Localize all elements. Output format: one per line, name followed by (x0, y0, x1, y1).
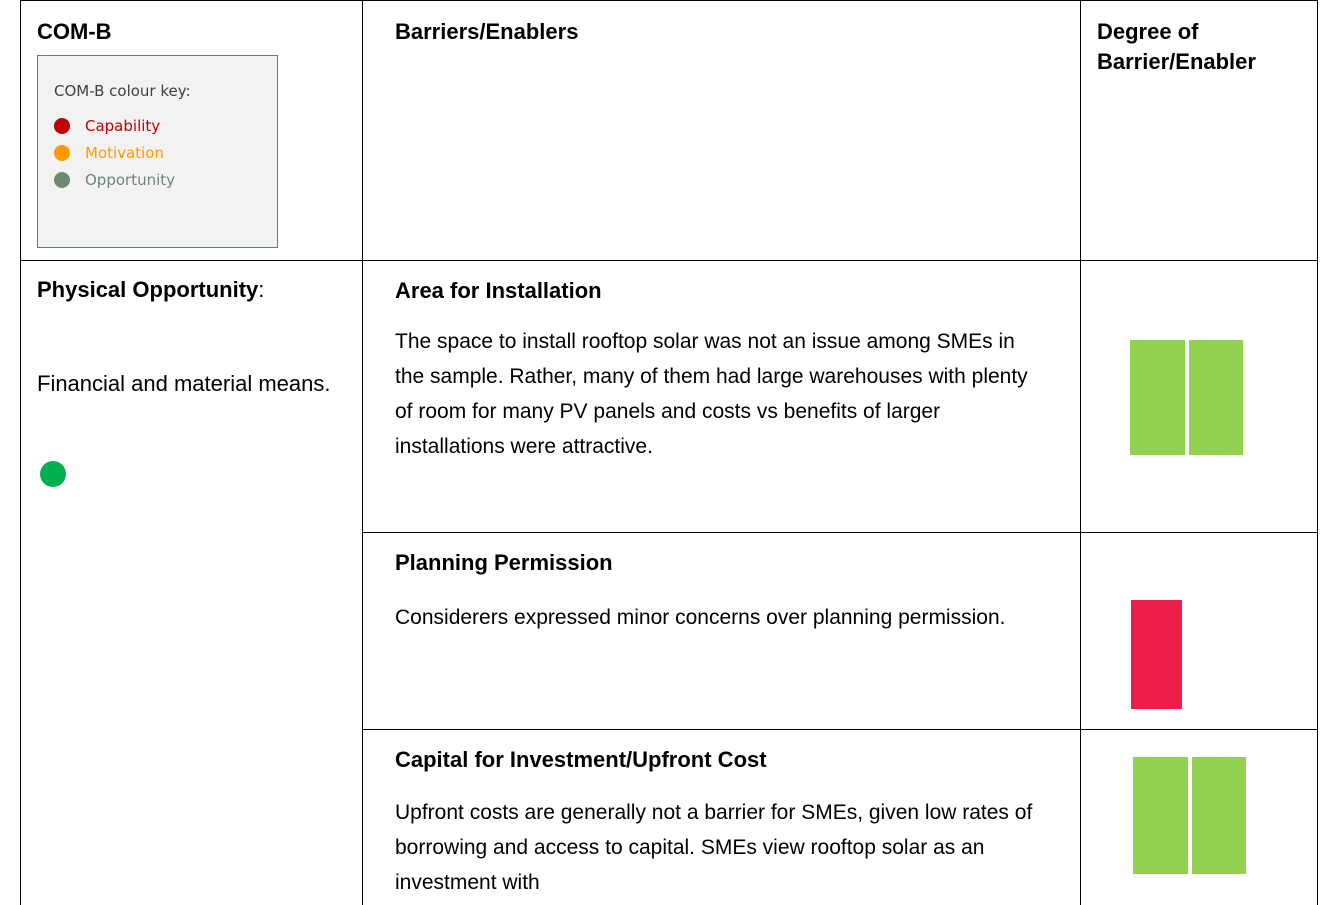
key-label-capability: Capability (85, 117, 161, 135)
section-title-area-for-installation: Area for Installation (395, 278, 602, 303)
physical-opportunity-dot-icon (40, 461, 66, 487)
motivation-dot-icon (54, 145, 70, 161)
section-body-planning-permission: Considerers expressed minor concerns over planning permission. (395, 606, 1006, 629)
barrier-bar-icon (1131, 600, 1182, 709)
enabler-bar-icon (1133, 757, 1188, 874)
table-border-right (1317, 0, 1318, 905)
enabler-bar-icon (1130, 340, 1185, 455)
key-label-motivation: Motivation (85, 144, 164, 162)
colour-key-title: COM-B colour key: (54, 82, 191, 100)
header-barriers-enablers: Barriers/Enablers (395, 19, 579, 44)
key-item-motivation (54, 142, 164, 164)
table-border-col1 (362, 0, 363, 905)
table-border-col2 (1080, 0, 1081, 905)
opportunity-dot-icon (54, 172, 70, 188)
table-border-top (20, 0, 1318, 1)
table-border-left (20, 0, 21, 905)
colour-key-box (37, 55, 278, 248)
header-com-b: COM-B (37, 19, 112, 44)
section-body-area-for-installation: The space to install rooftop solar was not an issue among SMEs in the sample. Rather, many of them had large warehouses with plenty of room for many PV panels and costs vs benefits of larger installations were attractive. (395, 330, 1028, 458)
enabler-bar-icon (1189, 340, 1243, 455)
section-body-capital-for-investment: Upfront costs are generally not a barrier for SMEs, given low rates of borrowing and access to capital. SMEs view rooftop solar as an investment with (395, 801, 1033, 894)
category-description: Financial and material means. (37, 371, 331, 396)
row-border-1 (362, 532, 1318, 533)
capability-dot-icon (54, 118, 70, 134)
header-degree: Degree of Barrier/Enabler (1097, 19, 1256, 74)
section-title-capital-for-investment: Capital for Investment/Upfront Cost (395, 747, 767, 772)
category-title (37, 272, 337, 308)
category-colon: : (258, 277, 265, 302)
key-item-capability (54, 115, 160, 137)
category-name: Physical Opportunity (37, 277, 259, 302)
enabler-bar-icon (1192, 757, 1246, 874)
key-label-opportunity: Opportunity (85, 171, 176, 189)
header-row-border (20, 260, 1318, 261)
section-title-planning-permission: Planning Permission (395, 550, 613, 575)
row-border-2 (362, 729, 1318, 730)
key-item-opportunity (54, 169, 175, 191)
